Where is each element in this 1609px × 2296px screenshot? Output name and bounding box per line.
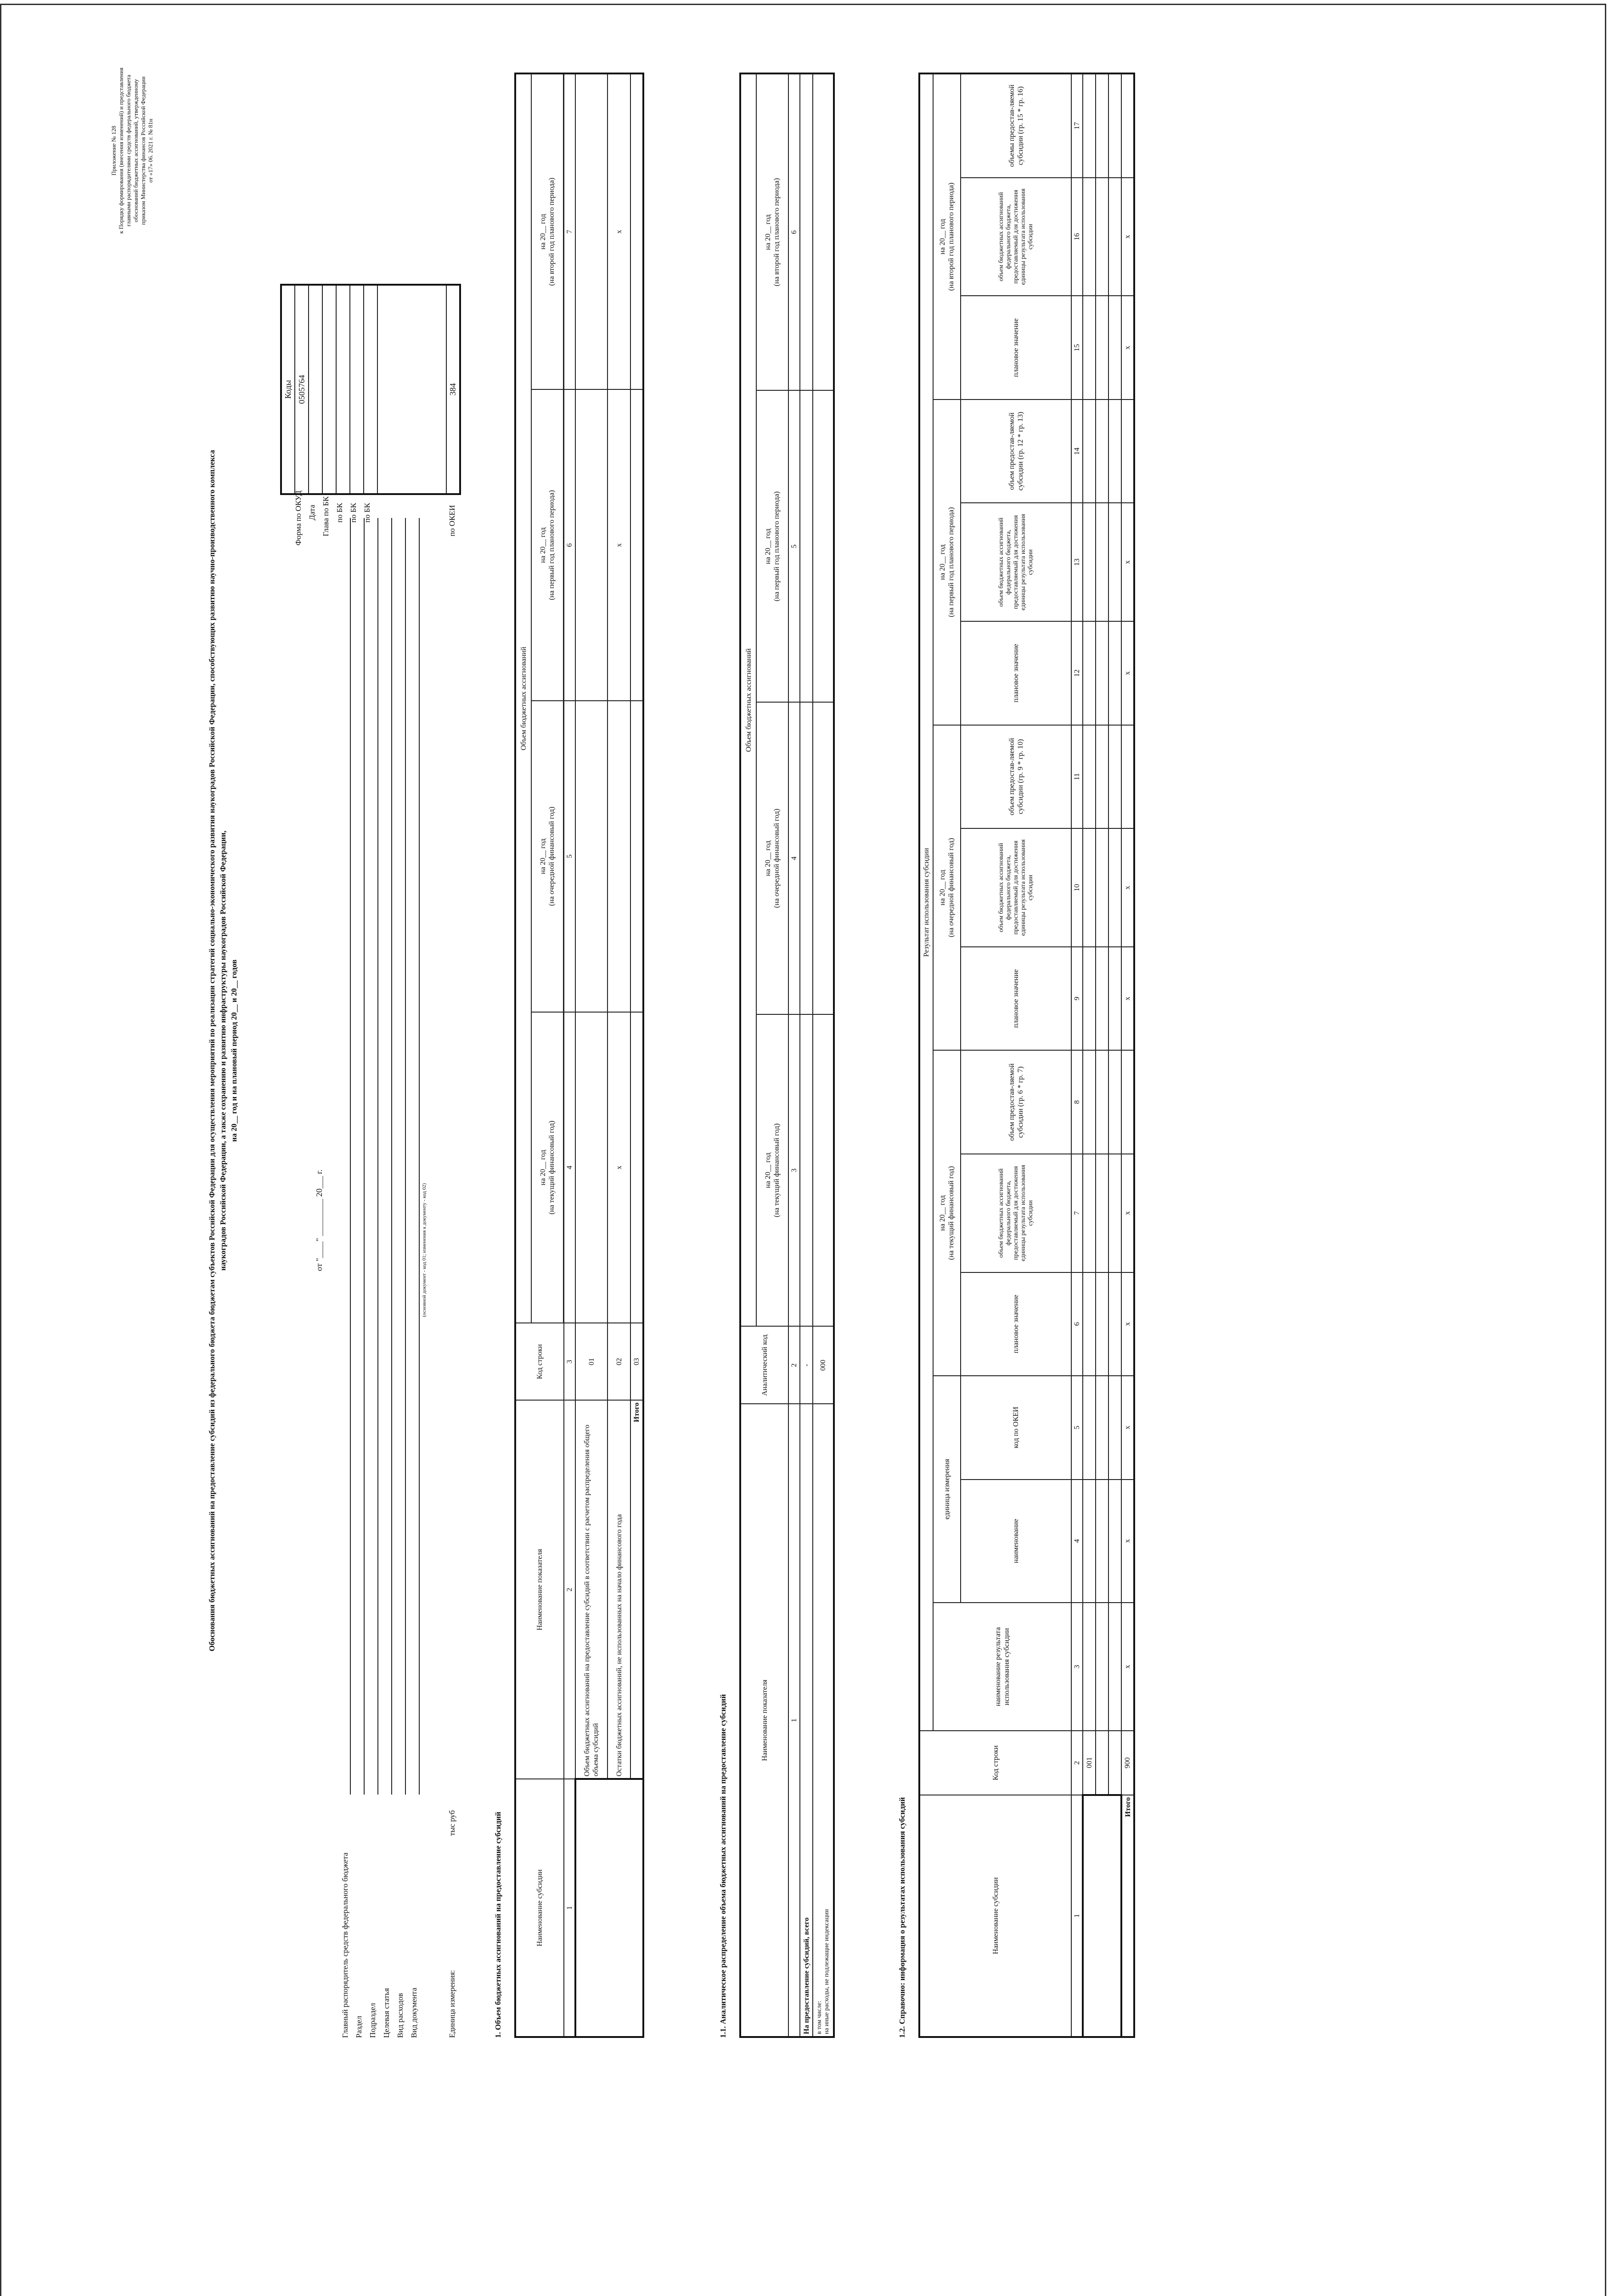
s11-n2: 2 xyxy=(788,1326,800,1404)
s11-h-code: Аналитический код xyxy=(740,1326,788,1404)
s12-t-17 xyxy=(1121,73,1134,178)
section-1-heading: 1. Объем бюджетных ассигнований на предоставление субсидий xyxy=(494,1812,502,2038)
code-date xyxy=(309,285,322,494)
codes-label-bk1: по БК xyxy=(335,503,344,523)
s12-h-y2s: (на очередной финансовый год) xyxy=(947,838,955,938)
s11-h-y3s: (на первый год планового периода) xyxy=(773,491,781,602)
s12-h-unitvol4: объем бюджетных ассигнований федерального бюджета, предоставляемый для достижения единицы результата использования субсидии xyxy=(961,178,1071,296)
s12-t-14 xyxy=(1121,400,1134,503)
unit-value: тыс руб xyxy=(448,1810,456,1836)
s1-h-name: Наименование субсидии xyxy=(515,1779,564,2037)
s11-h-vol: Объем бюджетных ассигнований xyxy=(740,73,756,1326)
s1-n7: 7 xyxy=(564,73,575,389)
appendix-line: к Порядку формирования (внесения изменений) и представления xyxy=(118,68,124,234)
s1-h-y1s: (на текущий финансовый год) xyxy=(548,1120,556,1215)
code-okud: 0505764 xyxy=(295,285,309,494)
document-title xyxy=(207,50,240,2052)
s12-h-plan3: плановое значение xyxy=(961,621,1071,725)
s12-num: 15 xyxy=(1071,296,1083,400)
s1-h-code: Код строки xyxy=(515,1323,564,1400)
s1-h-y2: на 20__ год xyxy=(539,838,547,874)
s12-h-unit: единица измерения xyxy=(933,1376,961,1603)
s1-r1-y3 xyxy=(575,389,608,701)
s12-t-12: x xyxy=(1121,621,1134,725)
s12-h-subvol4: объемы предостав-ляемой субсидии (гр. 15 * гр. 16) xyxy=(961,73,1071,178)
s12-num: 12 xyxy=(1071,621,1083,725)
s11-r2-y3 xyxy=(813,390,834,702)
s1-r1-y4 xyxy=(575,73,608,389)
s1-r2-y4: x xyxy=(608,73,630,389)
s11-h-ind: Наименование показателя xyxy=(740,1404,788,2037)
s1-r2-y3: x xyxy=(608,389,630,701)
codes-label-glava: Глава по БК xyxy=(321,496,330,536)
s12-num: 13 xyxy=(1071,503,1083,621)
s1-h-ind: Наименование показателя xyxy=(515,1400,564,1779)
s11-h-y1s: (на текущий финансовый год) xyxy=(773,1123,781,1217)
s1-r2: Остатки бюджетных ассигнований, не использованных на начало финансового года xyxy=(608,1400,630,1779)
code-bk xyxy=(350,285,364,494)
s12-t-16: x xyxy=(1121,178,1134,296)
appendix-line: Приложение № 128 xyxy=(110,125,117,176)
date-line: от "____" _________ 20___ г. xyxy=(315,1169,324,1271)
s12-h-plan2: плановое значение xyxy=(961,947,1071,1051)
code-okei: 384 xyxy=(446,285,460,494)
s12-t-9: x xyxy=(1121,947,1134,1051)
field-doc-line xyxy=(419,518,420,1795)
s12-t-3: x xyxy=(1121,1603,1134,1731)
s12-num: 1 xyxy=(1071,1795,1083,2037)
s12-num: 17 xyxy=(1071,73,1083,178)
s11-r1-y1 xyxy=(800,1014,813,1327)
section-11-table xyxy=(739,73,835,2038)
s12-num: 8 xyxy=(1071,1050,1083,1154)
s12-h-unitvol2: объем бюджетных ассигнований федерального бюджета, предоставляемый для достижения единицы результата использования субсидии xyxy=(961,828,1071,947)
s12-t-13: x xyxy=(1121,503,1134,621)
s12-num: 10 xyxy=(1071,828,1083,947)
s12-num: 3 xyxy=(1071,1603,1083,1731)
field-razdel: Раздел xyxy=(354,2015,363,2038)
s11-n5: 5 xyxy=(788,390,800,702)
field-cs-line xyxy=(391,518,392,1795)
s12-t-10: x xyxy=(1121,828,1134,947)
s12-h-plan4: плановое значение xyxy=(961,296,1071,400)
s1-r3-y4 xyxy=(630,73,643,389)
s12-h-code: Код строки xyxy=(919,1731,1071,1795)
s12-h-unitname: наименование xyxy=(961,1480,1071,1603)
s12-h-y4s: (на второй год планового периода) xyxy=(947,182,955,291)
s12-h-y2: на 20__ год xyxy=(939,870,946,906)
s12-h-okei: код по ОКЕИ xyxy=(961,1376,1071,1480)
codes-label-bk2: по БК xyxy=(349,503,358,523)
s11-n3: 3 xyxy=(788,1014,800,1327)
field-vr-line xyxy=(405,518,406,1795)
s12-totalc: 900 xyxy=(1121,1731,1134,1795)
s1-h-y4: на 20__ год xyxy=(539,214,547,250)
s1-h-y3s: (на первый год планового периода) xyxy=(548,490,556,600)
s1-r1-y2 xyxy=(575,701,608,1012)
s12-t-5: x xyxy=(1121,1376,1134,1480)
s12-num: 7 xyxy=(1071,1154,1083,1272)
section-1-table xyxy=(514,73,644,2038)
s12-h-resname: наименование результата использования субсидии xyxy=(933,1603,1071,1731)
title-line-3: на 20__ год и на плановый период 20__ и 20__ годов xyxy=(230,959,238,1142)
s12-h-subvol2: объем предостав-ляемой субсидии (гр. 9 * гр. 10) xyxy=(961,725,1071,829)
s12-t-7: x xyxy=(1121,1154,1134,1272)
s1-r3-y3 xyxy=(630,389,643,701)
s11-r1: На предоставление субсидий, всего xyxy=(800,1404,813,2037)
unit-label: Единица измерения: xyxy=(448,1970,456,2038)
s11-r2b: на иные расходы, не подлежащие индексации xyxy=(823,1909,830,2034)
s11-r2c: 000 xyxy=(813,1326,834,1404)
s12-h-subvol3: объем предостав-ляемой субсидии (гр. 12 * гр. 13) xyxy=(961,400,1071,503)
s12-num: 11 xyxy=(1071,725,1083,829)
s12-h-unitvol1: объем бюджетных ассигнований федерального бюджета, предоставляемый для достижения единицы результата использования субсидии xyxy=(961,1154,1071,1272)
s12-r1c: 001 xyxy=(1083,1731,1096,1795)
s1-n2: 2 xyxy=(564,1400,575,1779)
s12-h-y1s: (на текущий финансовый год) xyxy=(947,1166,955,1260)
s11-r1-y2 xyxy=(800,702,813,1014)
s1-r3-y2 xyxy=(630,701,643,1012)
s1-r1: Объем бюджетных ассигнований на предоставление субсидий в соответствии с расчетом распределения общего объема субсидий xyxy=(575,1400,608,1779)
s11-r2-y4 xyxy=(813,73,834,390)
s11-n4: 4 xyxy=(788,702,800,1014)
s12-subsidy-name xyxy=(1083,1795,1121,2037)
title-line-2: наукоградов Российской Федерации, а также сохранению и развитию инфраструктуры наукоградов Российской Федерации, xyxy=(219,830,227,1271)
s12-total: Итого xyxy=(1121,1795,1134,2037)
s1-h-vol: Объем бюджетных ассигнований xyxy=(515,73,531,1323)
codes-label-bk3: по БК xyxy=(363,503,371,523)
appendix-line: главными распорядителями средств федерального бюджета xyxy=(125,74,132,227)
s1-n1: 1 xyxy=(564,1779,575,2037)
s12-h-y4: на 20__ год xyxy=(939,219,946,255)
s11-r1-y3 xyxy=(800,390,813,702)
s11-n6: 6 xyxy=(788,73,800,390)
codes-header: Коды xyxy=(281,285,295,494)
s1-r2-y2 xyxy=(608,701,630,1012)
codes-table xyxy=(280,284,461,495)
s1-r3-y1 xyxy=(630,1012,643,1323)
s11-r1-y4 xyxy=(800,73,813,390)
s12-t-8 xyxy=(1121,1050,1134,1154)
s12-h-res: Результат использования субсидии xyxy=(919,73,933,1731)
s12-num: 14 xyxy=(1071,400,1083,503)
s1-r3c: 03 xyxy=(630,1323,643,1400)
s11-n1: 1 xyxy=(788,1404,800,2037)
s1-h-y4s: (на второй год планового периода) xyxy=(548,177,556,286)
s1-n3: 3 xyxy=(564,1323,575,1400)
section-12-heading: 1.2. Справочно: информация о результатах использования субсидий xyxy=(898,1797,906,2038)
s1-h-y1: на 20__ год xyxy=(539,1149,547,1186)
s12-num: 4 xyxy=(1071,1480,1083,1603)
s12-h-y3s: (на первый год планового периода) xyxy=(947,507,955,617)
s1-n4: 4 xyxy=(564,1012,575,1323)
s11-r2-y1 xyxy=(813,1014,834,1327)
title-line-1: Обоснования бюджетных ассигнований на предоставление субсидий из федерального бюджета бюджетам субъектов Российской Федерации для осуществления мероприятий по реализации стратегий социально-экономического развития наукоградов Российской Федерации, способствующих развитию научно-производственного комплекса xyxy=(208,450,216,1652)
codes-label-okud: Форма по ОКУД xyxy=(294,490,303,546)
s11-r2a: в том числе: xyxy=(816,2001,823,2034)
s12-num: 9 xyxy=(1071,947,1083,1051)
codes-label-date: Дата xyxy=(308,505,316,520)
code-bk xyxy=(364,285,377,494)
code-bk xyxy=(336,285,350,494)
code-glava xyxy=(322,285,336,494)
s1-h-y2s: (на очередной финансовый год) xyxy=(548,806,556,906)
s12-t-15: x xyxy=(1121,296,1134,400)
s12-h-plan1: плановое значение xyxy=(961,1272,1071,1376)
s12-h-y1: на 20__ год xyxy=(939,1195,946,1231)
doc-type-hint: (основной документ - код 01; изменения к документу - код 02) xyxy=(422,1183,427,1317)
s1-total: Итого xyxy=(630,1400,643,1779)
appendix-line: приказом Министерства финансов Российской Федерации xyxy=(140,76,146,225)
section-12-table xyxy=(918,73,1135,2038)
field-doc: Вид документа xyxy=(410,1987,418,2038)
s12-h-y3: на 20__ год xyxy=(939,544,946,580)
s11-h-y4s: (на второй год планового периода) xyxy=(773,178,781,287)
s11-r2-y2 xyxy=(813,702,834,1014)
field-gr-line xyxy=(350,518,351,1795)
field-vr: Вид расходов xyxy=(396,1993,405,2038)
appendix-note xyxy=(110,50,154,252)
appendix-line: от «17» 06. 2021 г. № 81н xyxy=(147,118,154,183)
s12-t-11 xyxy=(1121,725,1134,829)
s1-r2c: 02 xyxy=(608,1323,630,1400)
section-11-heading: 1.1. Аналитическое распределение объема бюджетных ассигнований на предоставление субсидий xyxy=(719,1694,727,2038)
field-cs: Целевая статья xyxy=(382,1988,391,2038)
s1-h-y3: на 20__ год xyxy=(539,527,547,563)
field-razdel-line xyxy=(364,518,365,1795)
s12-num: 16 xyxy=(1071,178,1083,296)
s1-subsidy-name xyxy=(575,1779,643,2037)
s1-r1c: 01 xyxy=(575,1323,608,1400)
s12-num: 5 xyxy=(1071,1376,1083,1480)
s12-h-subvol1: объем предостав-ляемой субсидии (гр. 6 * гр. 7) xyxy=(961,1050,1071,1154)
s12-h-unitvol3: объем бюджетных ассигнований федерального бюджета, предоставляемый для достижения единицы результата использования субсидии xyxy=(961,503,1071,621)
field-gr: Главный распорядитель средств федерального бюджета xyxy=(341,1852,349,2038)
s12-t-6: x xyxy=(1121,1272,1134,1376)
s12-h-name: Наименование субсидии xyxy=(919,1795,1071,2037)
s11-h-y4: на 20__ год xyxy=(764,214,772,250)
s1-n6: 6 xyxy=(564,389,575,701)
s11-h-y1: на 20__ год xyxy=(764,1152,772,1188)
s11-r1c: - xyxy=(800,1326,813,1404)
s12-num: 6 xyxy=(1071,1272,1083,1376)
s12-t-4: x xyxy=(1121,1480,1134,1603)
codes-label-okei: по ОКЕИ xyxy=(448,505,456,536)
s1-r2-y1: x xyxy=(608,1012,630,1323)
s11-h-y3: на 20__ год xyxy=(764,529,772,564)
s11-h-y2: на 20__ год xyxy=(764,840,772,876)
code-empty xyxy=(377,285,446,494)
appendix-line: обоснований бюджетных ассигнований, утвержденному xyxy=(132,79,139,222)
field-podrazdel: Подраздел xyxy=(368,2003,377,2038)
s1-n5: 5 xyxy=(564,701,575,1012)
s1-r1-y1 xyxy=(575,1012,608,1323)
s12-num: 2 xyxy=(1071,1731,1083,1795)
field-podrazdel-line xyxy=(377,518,378,1795)
s11-h-y2s: (на очередной финансовый год) xyxy=(773,809,781,908)
